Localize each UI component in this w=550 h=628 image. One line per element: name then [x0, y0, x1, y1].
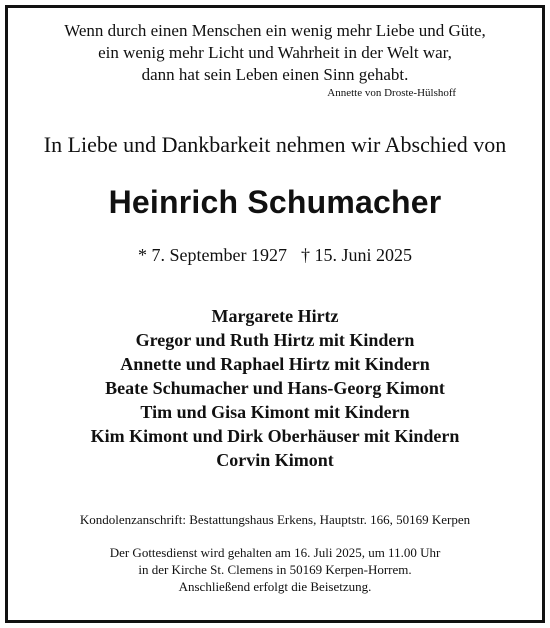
mourner-entry: Beate Schumacher und Hans-Georg Kimont: [105, 378, 445, 398]
quote-author: Annette von Droste-Hülshoff: [327, 87, 456, 99]
quote-line: ein wenig mehr Licht und Wahrheit in der Welt war,: [98, 43, 452, 62]
service-line: Der Gottesdienst wird gehalten am 16. Juli 2025, um 11.00 Uhr: [109, 545, 441, 560]
mourner-entry: Margarete Hirtz: [211, 306, 339, 326]
condolence-address: Kondolenzanschrift: Bestattungshaus Erkens, Hauptstr. 166, 50169 Kerpen: [79, 512, 471, 527]
quote-line: Wenn durch einen Menschen ein wenig mehr Liebe und Güte,: [64, 21, 486, 40]
mourners-list: [0, 304, 550, 472]
mourner-entry: Gregor und Ruth Hirtz mit Kindern: [135, 330, 415, 350]
mourner-entry: Tim und Gisa Kimont mit Kindern: [140, 402, 410, 422]
intro-text: In Liebe und Dankbarkeit nehmen wir Abschied von: [43, 132, 507, 157]
deceased-name: Heinrich Schumacher: [108, 184, 442, 220]
birth-date: * 7. September 1927: [138, 245, 287, 265]
mourner-entry: Annette und Raphael Hirtz mit Kindern: [120, 354, 430, 374]
service-line: in der Kirche St. Clemens in 50169 Kerpen-Horrem.: [138, 562, 412, 577]
life-dates: [0, 245, 550, 266]
quote: [0, 20, 550, 86]
service-line: Anschließend erfolgt die Beisetzung.: [178, 579, 372, 594]
mourner-entry: Corvin Kimont: [216, 450, 334, 470]
quote-line: dann hat sein Leben einen Sinn gehabt.: [141, 65, 409, 84]
service-info: [0, 544, 550, 595]
death-date: † 15. Juni 2025: [300, 245, 412, 265]
mourner-entry: Kim Kimont und Dirk Oberhäuser mit Kindern: [90, 426, 460, 446]
